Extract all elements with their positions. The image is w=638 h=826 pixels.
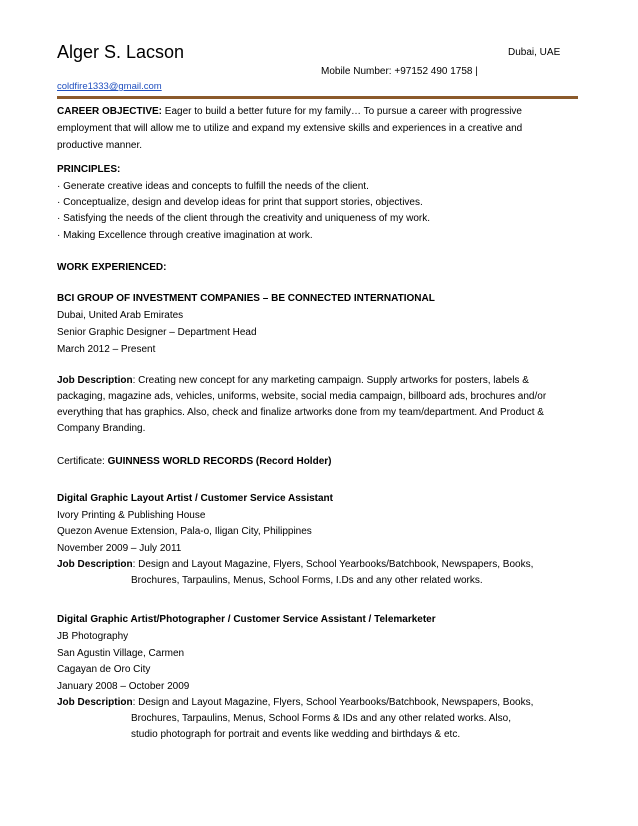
job2-dates: November 2009 – July 2011 — [57, 543, 182, 554]
job2-desc-line: Brochures, Tarpaulins, Menus, School Forms, I.Ds and any other related works. — [131, 575, 483, 586]
principle-item: · Satisfying the needs of the client through the creativity and uniqueness of my work. — [57, 213, 430, 224]
objective-label: CAREER OBJECTIVE: — [57, 106, 163, 117]
job2-address: Quezon Avenue Extension, Pala-o, Iligan City, Philippines — [57, 526, 312, 537]
objective-line: employment that will allow me to utilize and expand my extensive skills and experiences in a creative and — [57, 123, 523, 134]
certificate-value: GUINNESS WORLD RECORDS (Record Holder) — [107, 456, 332, 467]
candidate-name: Alger S. Lacson — [57, 42, 185, 62]
location: Dubai, UAE — [508, 47, 561, 58]
job1-title: Senior Graphic Designer – Department Head — [57, 327, 257, 338]
job2-company: Ivory Printing & Publishing House — [57, 510, 206, 521]
job1-company: BCI GROUP OF INVESTMENT COMPANIES – BE CONNECTED INTERNATIONAL — [57, 293, 435, 304]
objective-text: Eager to build a better future for my family… To pursue a career with progressive — [162, 106, 522, 117]
job-description-label: Job Description — [57, 375, 133, 386]
job1-dates: March 2012 – Present — [57, 344, 156, 355]
job3-dates: January 2008 – October 2009 — [57, 681, 190, 692]
job3-title: Digital Graphic Artist/Photographer / Customer Service Assistant / Telemarketer — [57, 614, 436, 625]
job1-desc-text: : Creating new concept for any marketing campaign. Supply artworks for posters, labels & — [132, 375, 529, 386]
job3-desc-line: studio photograph for portrait and events like wedding and birthdays & etc. — [131, 729, 461, 740]
job3-address: San Agustin Village, Carmen — [57, 648, 185, 659]
job1-desc-line: everything that has graphics. Also, check and finalize artworks done from my team/department. And Product & — [57, 407, 544, 418]
principle-item: · Conceptualize, design and develop ideas for print that support stories, objectives. — [57, 197, 423, 208]
phone-number: Mobile Number: +97152 490 1758 | — [321, 66, 478, 77]
job3-description — [57, 697, 533, 709]
job3-desc-line: Brochures, Tarpaulins, Menus, School Forms & IDs and any other related works. Also, — [131, 713, 511, 724]
job-description-label: Job Description — [57, 559, 133, 570]
job1-desc-line: Company Branding. — [57, 423, 146, 434]
email-link[interactable]: coldfire1333@gmail.com — [57, 81, 162, 92]
job2-title: Digital Graphic Layout Artist / Customer Service Assistant — [57, 493, 333, 504]
job1-certificate — [57, 456, 331, 468]
principle-item: · Making Excellence through creative imagination at work. — [57, 230, 313, 241]
job2-description — [57, 559, 533, 571]
certificate-label: Certificate: — [57, 456, 108, 467]
job3-desc-text: : Design and Layout Magazine, Flyers, School Yearbooks/Batchbook, Newspapers, Books, — [132, 697, 534, 708]
objective-line: productive manner. — [57, 140, 143, 151]
header-divider — [57, 96, 578, 99]
work-heading: WORK EXPERIENCED: — [57, 262, 167, 273]
principle-item: · Generate creative ideas and concepts to fulfill the needs of the client. — [57, 181, 369, 192]
job3-company: JB Photography — [57, 631, 129, 642]
job1-location: Dubai, United Arab Emirates — [57, 310, 184, 321]
job1-desc-line: packaging, magazine ads, vehicles, uniforms, website, social media campaign, billboard ads, brochures and/or — [57, 391, 547, 402]
job3-address: Cagayan de Oro City — [57, 664, 151, 675]
job1-description — [57, 375, 529, 387]
objective-line — [57, 106, 522, 118]
job2-desc-text: : Design and Layout Magazine, Flyers, School Yearbooks/Batchbook, Newspapers, Books, — [132, 559, 534, 570]
principles-heading: PRINCIPLES: — [57, 164, 121, 175]
job-description-label: Job Description — [57, 697, 133, 708]
